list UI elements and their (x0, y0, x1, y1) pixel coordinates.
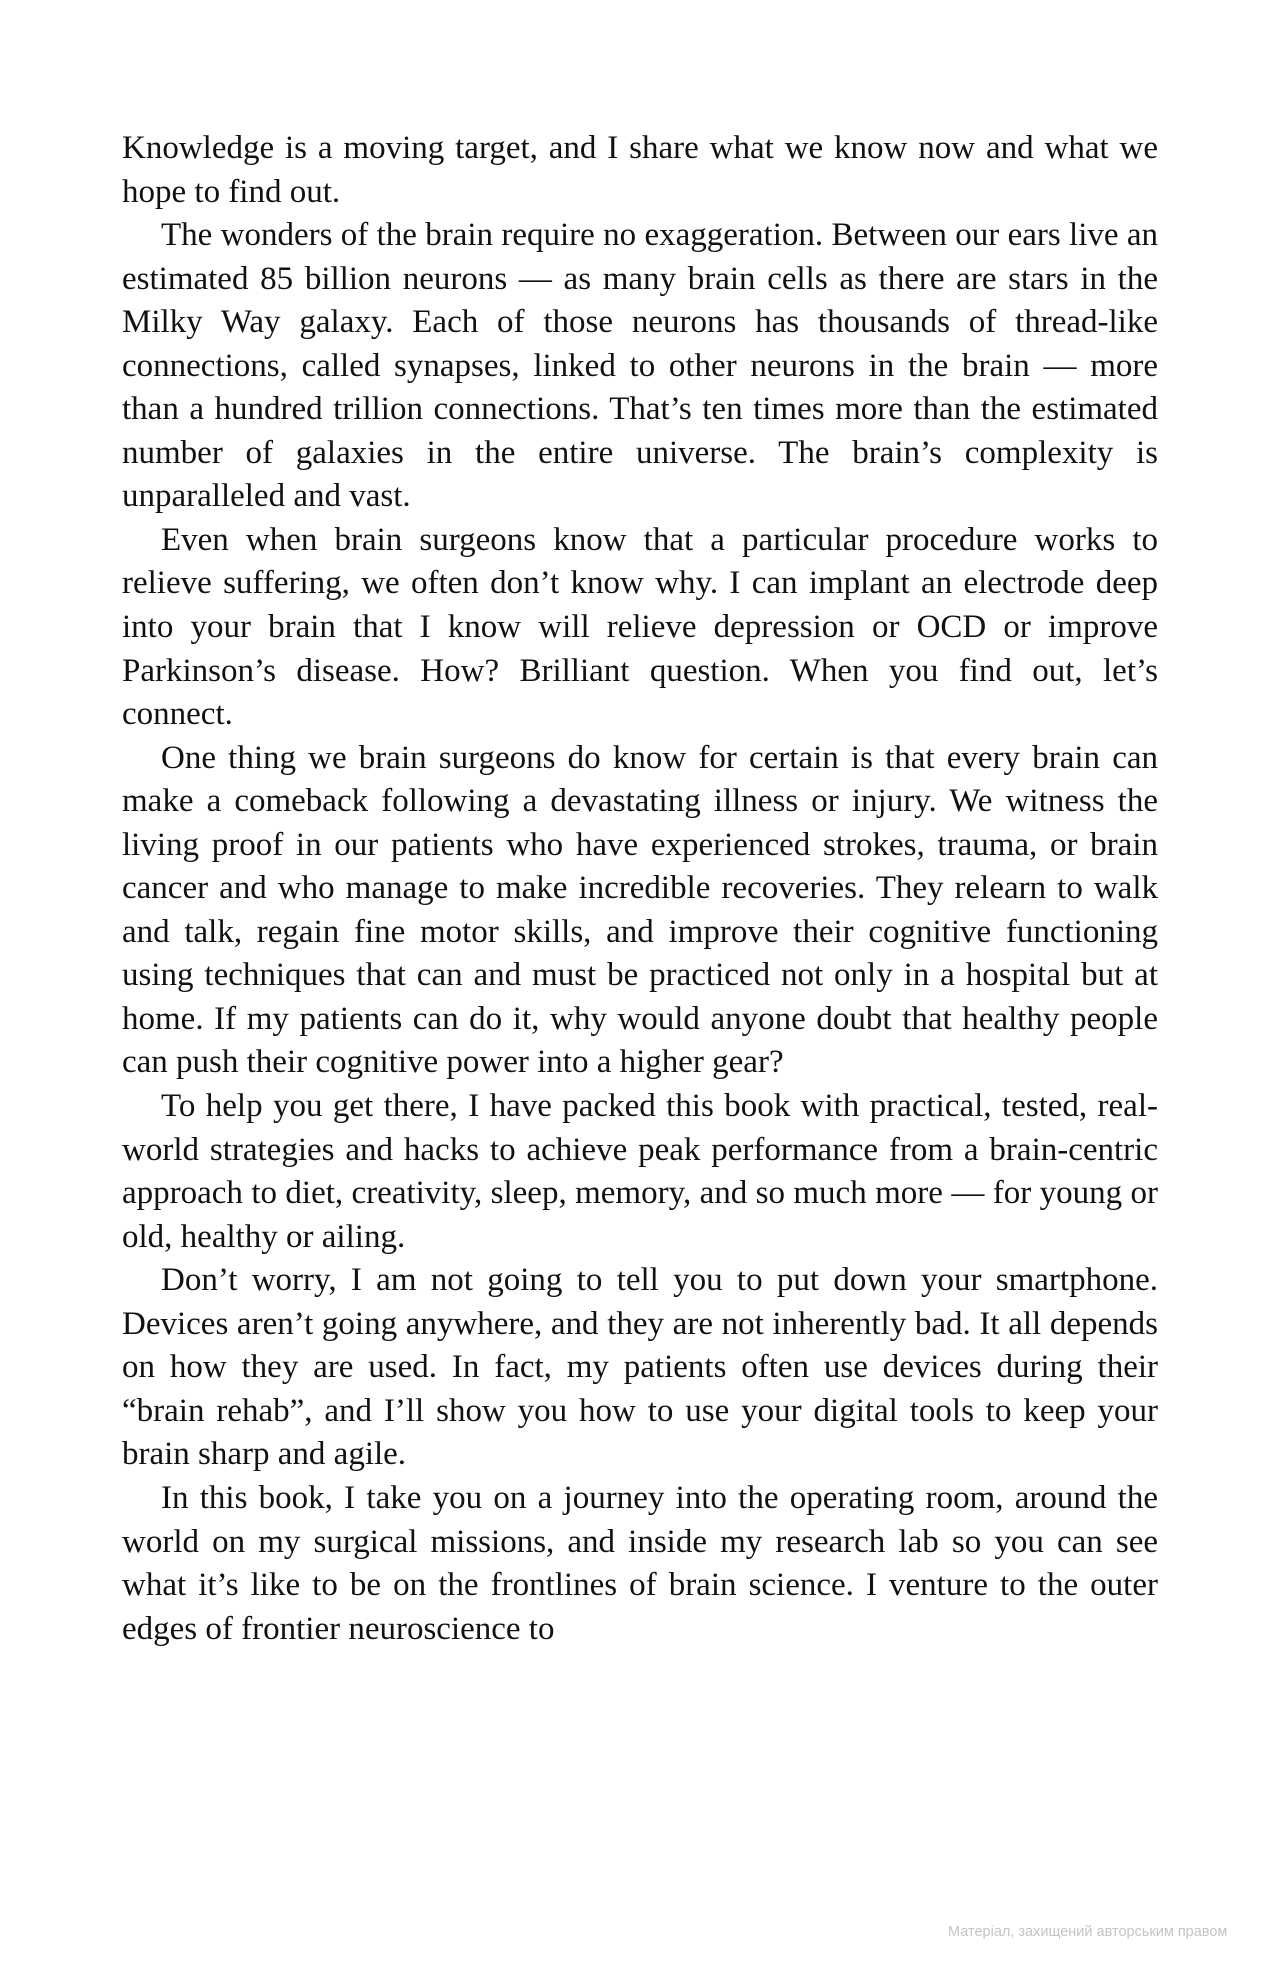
paragraph-brain-comeback: One thing we brain surgeons do know for certain is that every brain can make a comeback following a devastating illness or injury. We witness the living proof in our patients who have experienced strokes, trauma, or brain cancer and who manage to make incredible recoveries. They relearn to walk and talk, regain fine motor skills, and improve their cognitive functioning using techniques that can and must be practiced not only in a hospital but at home. If my patients can do it, why would anyone doubt that healthy people can push their cognitive power into a higher gear? (122, 739, 1158, 1081)
book-page-body (122, 127, 1158, 1651)
paragraph-practical-strategies: To help you get there, I have packed this book with practical, tested, real-world strategies and hacks to achieve peak performance from a brain-centric approach to diet, creativity, sleep, memory, and so much more — for young or old, healthy or ailing. (122, 1088, 1158, 1255)
paragraph-wonders-of-brain: The wonders of the brain require no exaggeration. Between our ears live an estimated 85 billion neurons — as many brain cells as there are stars in the Milky Way galaxy. Each of those neurons has thousands of thread-like connections, called synapses, linked to other neurons in the brain — more than a hundred trillion connections. That’s ten times more than the estimated number of galaxies in the entire universe. The brain’s complexity is unparalleled and vast. (122, 217, 1158, 515)
paragraph-journey-operating-room: In this book, I take you on a journey into the operating room, around the world on my surgical missions, and inside my research lab so you can see what it’s like to be on the frontlines of brain science. I venture to the outer edges of frontier neuroscience to (122, 1479, 1158, 1647)
paragraph-knowledge-moving-target: Knowledge is a moving target, and I share what we know now and what we hope to find out. (122, 130, 1158, 210)
copyright-watermark: Матеріал, захищений авторським правом (948, 1924, 1228, 1940)
paragraph-smartphone-devices: Don’t worry, I am not going to tell you to put down your smartphone. Devices aren’t going anywhere, and they are not inherently bad. It all depends on how they are used. In fact, my patients often use devices during their “brain rehab”, and I’ll show you how to use your digital tools to keep your brain sharp and agile. (122, 1262, 1158, 1473)
paragraph-brain-surgeons-procedure: Even when brain surgeons know that a particular procedure works to relieve suffering, we often don’t know why. I can implant an electrode deep into your brain that I know will relieve depression or OCD or improve Parkinson’s disease. How? Brilliant question. When you find out, let’s connect. (122, 521, 1158, 733)
